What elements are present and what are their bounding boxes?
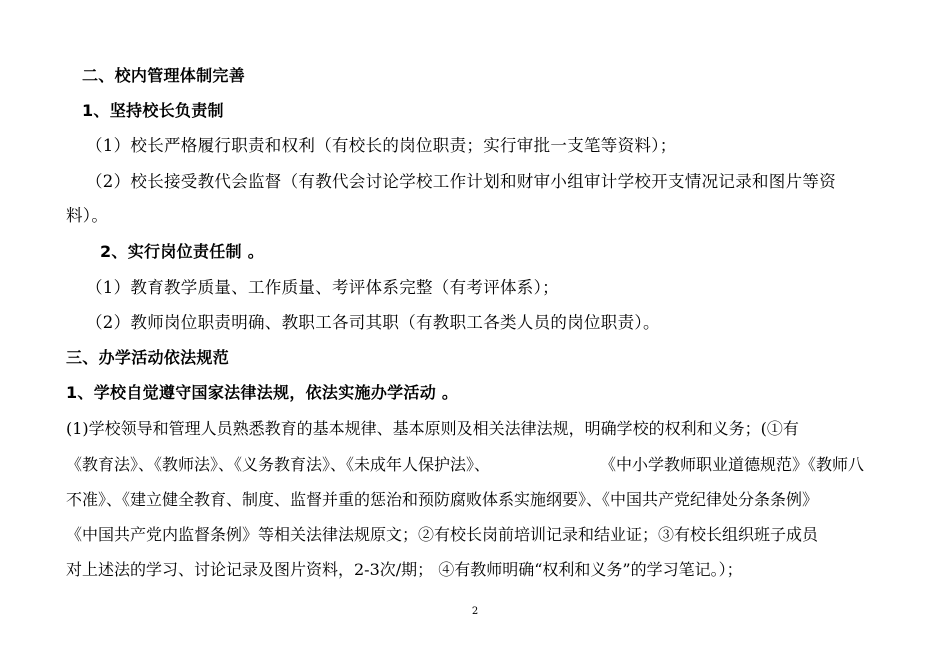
paragraph-supervision-line1: （2）校长接受教代会监督（有教代会讨论学校工作计划和财审小组审计学校开支情况记录和图片等资 (86, 172, 836, 191)
paragraph-laws-line4: 《中国共产党内监督条例》等相关法律法规原文；②有校长岗前培训记录和结业证；③有校长组织班子成员 (66, 525, 819, 544)
subsection-heading-2-1: 1、坚持校长负责制 (82, 101, 224, 120)
section-heading-2: 二、校内管理体制完善 (82, 66, 246, 85)
subsection-heading-3-1: 1、学校自觉遵守国家法律法规，依法实施办学活动 。 (66, 383, 459, 402)
paragraph-laws-line1: (1)学校领导和管理人员熟悉教育的基本规律、基本原则及相关法律法规，明确学校的权利和义务；(①有 (66, 419, 799, 438)
paragraph-evaluation: （1）教育教学质量、工作质量、考评体系完整（有考评体系）； (86, 278, 559, 297)
paragraph-supervision-line2: 料）。 (66, 206, 109, 225)
paragraph-laws-line3: 不准》、《建立健全教育、制度、监督并重的惩治和预防腐败体系实施纲要》、《中国共产党纪律处分条条例》 (66, 490, 819, 509)
paragraph-laws-line5: 对上述法的学习、讨论记录及图片资料，2-3次/期； ④有教师明确“权利和义务”的学习笔记。）； (66, 560, 743, 579)
section-heading-3: 三、办学活动依法规范 (66, 348, 230, 367)
subsection-heading-2-2: 2、实行岗位责任制 。 (100, 242, 265, 261)
page-number: 2 (471, 606, 479, 617)
paragraph-laws-line2a: 《教育法》、《教师法》、《义务教育法》、《未成年人保护法》、 (66, 455, 491, 474)
paragraph-job-duties: （2）教师岗位职责明确、教职工各司其职（有教职工各类人员的岗位职责）。 (86, 313, 660, 332)
paragraph-laws-line2b: 《中小学教师职业道德规范》《教师八 (600, 455, 865, 474)
paragraph-principal-duties: （1）校长严格履行职责和权利（有校长的岗位职责；实行审批一支笔等资料）； (86, 136, 677, 155)
